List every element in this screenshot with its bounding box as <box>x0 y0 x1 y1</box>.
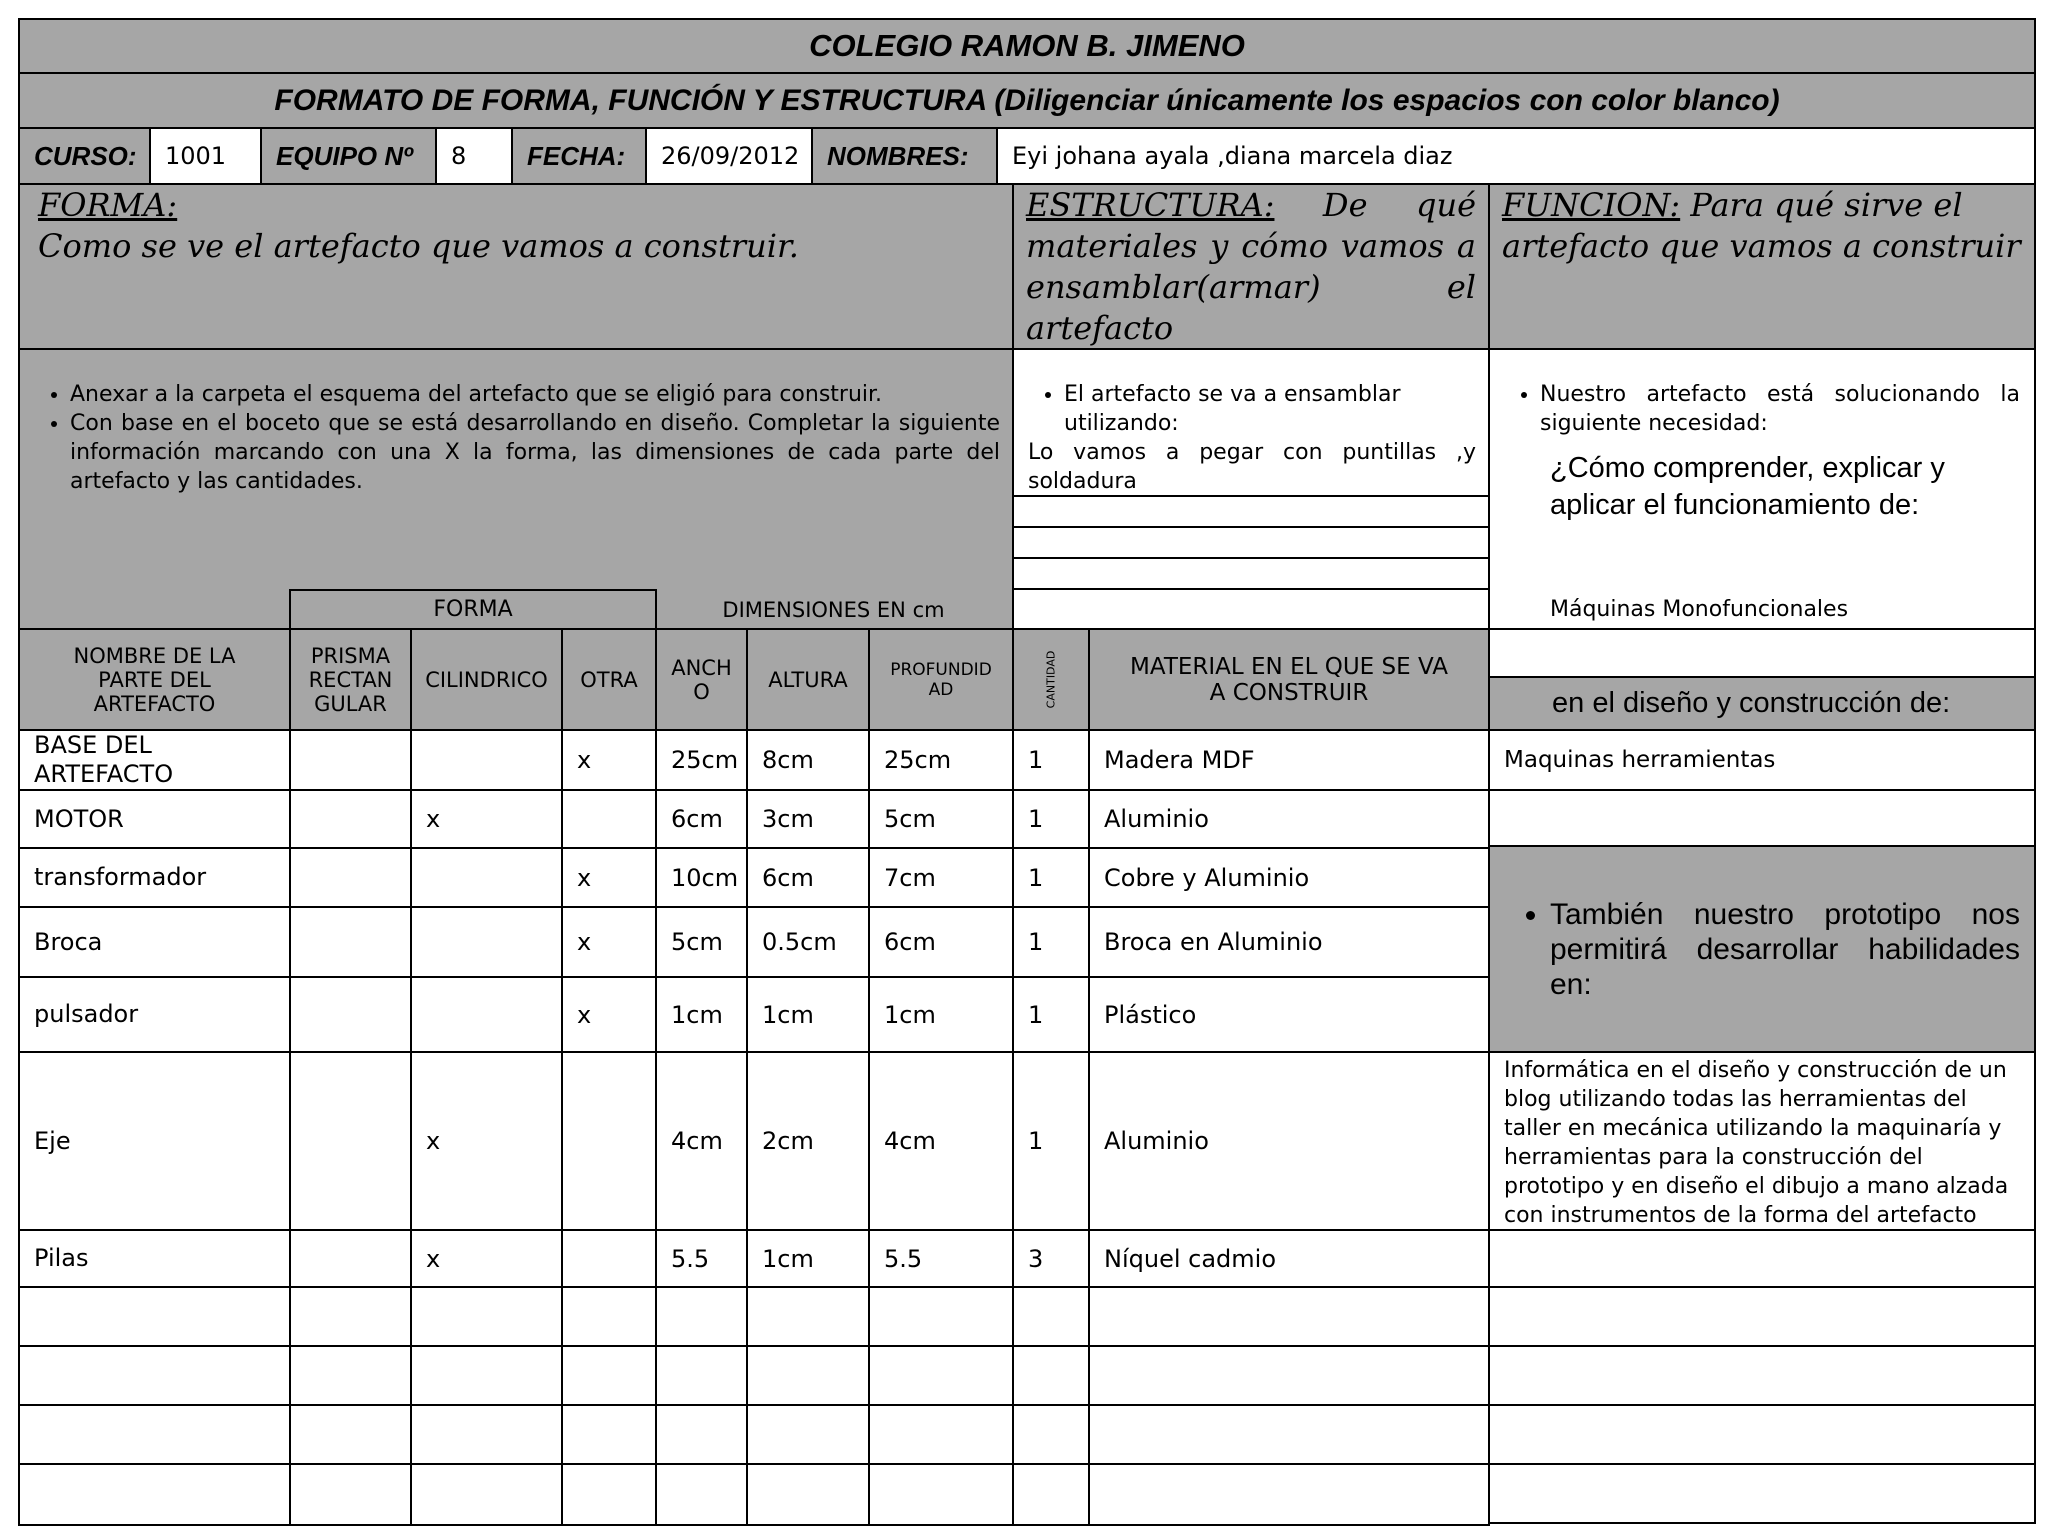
cell-material[interactable]: Cobre y Aluminio <box>1088 847 1490 908</box>
cell-material[interactable]: Níquel cadmio <box>1088 1229 1490 1288</box>
funcion-answer-box[interactable] <box>1488 348 2036 630</box>
cell-cantidad[interactable]: 1 <box>1012 906 1090 978</box>
equipo-field[interactable]: 8 <box>435 127 513 185</box>
funcion-answer-2[interactable]: Maquinas herramientas <box>1488 729 2036 791</box>
cell-material[interactable]: Broca en Aluminio <box>1088 906 1490 978</box>
cell-ancho[interactable]: 6cm <box>655 789 748 849</box>
cell-ancho[interactable]: 25cm <box>655 729 748 791</box>
estructura-line-2[interactable] <box>1012 526 1490 559</box>
cell-nombre[interactable]: Broca <box>18 906 291 978</box>
cell-nombre[interactable]: BASE DEL ARTEFACTO <box>18 729 291 791</box>
equipo-label: EQUIPO Nº <box>260 127 437 185</box>
funcion-blank-line[interactable] <box>1488 628 2036 678</box>
cell-prisma[interactable] <box>289 789 412 849</box>
forma-header <box>18 183 1014 350</box>
cell-nombre[interactable]: Eje <box>18 1051 291 1231</box>
cell-altura[interactable]: 8cm <box>746 729 870 791</box>
cell-altura[interactable]: 1cm <box>746 1229 870 1288</box>
estructura-answer: Lo vamos a pegar con puntillas ,y soldadura <box>1028 440 1476 494</box>
cell-material[interactable]: Aluminio <box>1088 789 1490 849</box>
cell-otra[interactable] <box>561 1345 657 1406</box>
nombres-field[interactable]: Eyi johana ayala ,diana marcela diaz <box>996 127 2036 185</box>
cell-material[interactable]: Plástico <box>1088 976 1490 1053</box>
col-header-altura: ALTURA <box>746 628 870 731</box>
cell-cantidad[interactable]: 1 <box>1012 789 1090 849</box>
cell-profundidad[interactable]: 4cm <box>868 1051 1014 1231</box>
cell-cilindrico[interactable] <box>410 906 563 978</box>
funcion-bullet: • Nuestro artefacto está solucionando la siguiente necesidad: <box>1540 380 2020 438</box>
cell-prisma[interactable] <box>289 1229 412 1288</box>
cell-otra[interactable] <box>561 1051 657 1231</box>
cell-cantidad[interactable]: 1 <box>1012 1051 1090 1231</box>
cell-cantidad[interactable]: 1 <box>1012 729 1090 791</box>
cell-cilindrico[interactable] <box>410 1286 563 1347</box>
cell-prisma[interactable] <box>289 1286 412 1347</box>
cell-altura[interactable] <box>746 1463 870 1526</box>
cell-profundidad[interactable]: 1cm <box>868 976 1014 1053</box>
cell-cantidad[interactable] <box>1012 1463 1090 1526</box>
cell-cantidad[interactable] <box>1012 1286 1090 1347</box>
estructura-header <box>1012 183 1490 350</box>
estructura-line-4[interactable] <box>1012 588 1490 630</box>
col-header-profundidad: PROFUNDID AD <box>868 628 1014 731</box>
funcion-bullet-3: • También nuestro prototipo nos permitirá desarrollar habilidades en: <box>1550 897 2020 1002</box>
nombres-label: NOMBRES: <box>811 127 998 185</box>
cell-cilindrico[interactable]: x <box>410 1229 563 1288</box>
funcion-heading: FUNCION: <box>1502 186 1681 224</box>
cell-ancho[interactable] <box>655 1404 748 1465</box>
cell-prisma[interactable] <box>289 847 412 908</box>
cell-nombre[interactable] <box>18 1404 291 1465</box>
cell-prisma[interactable] <box>289 1051 412 1231</box>
cell-nombre[interactable] <box>18 1286 291 1347</box>
cell-ancho[interactable]: 1cm <box>655 976 748 1053</box>
cell-cilindrico[interactable] <box>410 1345 563 1406</box>
cell-profundidad[interactable]: 5cm <box>868 789 1014 849</box>
cell-otra[interactable] <box>561 1463 657 1526</box>
cell-nombre[interactable] <box>18 1463 291 1526</box>
cell-ancho[interactable]: 5cm <box>655 906 748 978</box>
col-header-otra: OTRA <box>561 628 657 731</box>
cell-cilindrico[interactable]: x <box>410 1051 563 1231</box>
cell-cantidad[interactable]: 1 <box>1012 976 1090 1053</box>
cell-otra[interactable]: x <box>561 729 657 791</box>
cell-cantidad[interactable] <box>1012 1345 1090 1406</box>
col-header-nombre: NOMBRE DE LA PARTE DEL ARTEFACTO <box>18 628 291 731</box>
cell-cilindrico[interactable] <box>410 729 563 791</box>
cell-prisma[interactable] <box>289 1345 412 1406</box>
funcion-prompt-2: en el diseño y construcción de: <box>1488 676 2036 731</box>
cell-nombre[interactable]: pulsador <box>18 976 291 1053</box>
cell-otra[interactable] <box>561 1404 657 1465</box>
funcion-blank-4[interactable] <box>1488 1286 2036 1347</box>
cell-altura[interactable]: 2cm <box>746 1051 870 1231</box>
cell-profundidad[interactable] <box>868 1404 1014 1465</box>
cell-material[interactable] <box>1088 1404 1490 1465</box>
estructura-description: De qué materiales y cómo vamos a ensamblar(armar) el artefacto <box>1026 186 1476 347</box>
funcion-blank-3[interactable] <box>1488 1229 2036 1288</box>
school-title: COLEGIO RAMON B. JIMENO <box>18 18 2036 74</box>
col-header-cantidad <box>1012 628 1090 731</box>
cell-nombre[interactable]: MOTOR <box>18 789 291 849</box>
estructura-answer-box[interactable] <box>1012 348 1490 497</box>
forma-bullet-2: • Con base en el boceto que se está desarrollando en diseño. Completar la siguiente información marcando con una X la forma, las dimensiones de cada parte del artefacto y las cantidades. <box>70 409 1000 496</box>
cell-material[interactable]: Aluminio <box>1088 1051 1490 1231</box>
forma-group-header: FORMA <box>289 589 657 630</box>
cell-nombre[interactable] <box>18 1345 291 1406</box>
cell-ancho[interactable] <box>655 1286 748 1347</box>
cell-otra[interactable] <box>561 1229 657 1288</box>
cell-otra[interactable] <box>561 1286 657 1347</box>
cell-profundidad[interactable]: 25cm <box>868 729 1014 791</box>
funcion-answer-3[interactable]: Informática en el diseño y construcción de un blog utilizando todas las herramientas del taller en mecánica utilizando la maquinaría y herramientas para la construcción del prototipo y en diseño el dibujo a mano alzada con instrumentos de la forma del artefacto <box>1488 1051 2036 1231</box>
funcion-blank-6[interactable] <box>1488 1404 2036 1465</box>
estructura-line-3[interactable] <box>1012 557 1490 590</box>
cell-otra[interactable]: x <box>561 906 657 978</box>
cell-altura[interactable]: 1cm <box>746 976 870 1053</box>
cell-altura[interactable]: 3cm <box>746 789 870 849</box>
cell-profundidad[interactable]: 5.5 <box>868 1229 1014 1288</box>
col-header-ancho: ANCH O <box>655 628 748 731</box>
funcion-answer-1: Máquinas Monofuncionales <box>1550 597 1849 622</box>
funcion-header <box>1488 183 2036 350</box>
cell-cilindrico[interactable] <box>410 847 563 908</box>
cell-ancho[interactable]: 10cm <box>655 847 748 908</box>
cell-cilindrico[interactable]: x <box>410 789 563 849</box>
cell-otra[interactable] <box>561 789 657 849</box>
cell-profundidad[interactable] <box>868 1463 1014 1526</box>
cell-ancho[interactable]: 4cm <box>655 1051 748 1231</box>
funcion-blank-7[interactable] <box>1488 1463 2036 1524</box>
cell-prisma[interactable] <box>289 1463 412 1526</box>
cell-altura[interactable]: 0.5cm <box>746 906 870 978</box>
curso-field[interactable]: 1001 <box>149 127 262 185</box>
cell-ancho[interactable] <box>655 1345 748 1406</box>
cell-altura[interactable] <box>746 1286 870 1347</box>
cell-nombre[interactable]: Pilas <box>18 1229 291 1288</box>
cell-otra[interactable]: x <box>561 976 657 1053</box>
funcion-description: Para qué sirve el artefacto que vamos a construir <box>1502 186 2021 265</box>
dimensiones-group-header: DIMENSIONES EN cm <box>722 597 945 622</box>
cell-profundidad[interactable] <box>868 1286 1014 1347</box>
cell-altura[interactable] <box>746 1345 870 1406</box>
form-subtitle: FORMATO DE FORMA, FUNCIÓN Y ESTRUCTURA (Diligenciar únicamente los espacios con color blanco) <box>18 72 2036 129</box>
cell-cantidad[interactable]: 1 <box>1012 847 1090 908</box>
col-header-cantidad-text: CANTIDAD <box>1044 650 1058 709</box>
forma-instructions <box>18 348 1014 630</box>
curso-label: CURSO: <box>18 127 151 185</box>
funcion-skills-prompt <box>1488 845 2036 1053</box>
cell-material[interactable] <box>1088 1463 1490 1526</box>
col-header-cilindrico: CILINDRICO <box>410 628 563 731</box>
cell-profundidad[interactable]: 7cm <box>868 847 1014 908</box>
fecha-label: FECHA: <box>511 127 647 185</box>
cell-prisma[interactable] <box>289 976 412 1053</box>
cell-nombre[interactable]: transformador <box>18 847 291 908</box>
cell-prisma[interactable] <box>289 906 412 978</box>
cell-prisma[interactable] <box>289 729 412 791</box>
cell-ancho[interactable] <box>655 1463 748 1526</box>
cell-altura[interactable]: 6cm <box>746 847 870 908</box>
cell-cilindrico[interactable] <box>410 976 563 1053</box>
estructura-heading: ESTRUCTURA: <box>1026 186 1275 224</box>
estructura-line-1[interactable] <box>1012 495 1490 528</box>
cell-profundidad[interactable]: 6cm <box>868 906 1014 978</box>
cell-material[interactable]: Madera MDF <box>1088 729 1490 791</box>
cell-profundidad[interactable] <box>868 1345 1014 1406</box>
cell-cilindrico[interactable] <box>410 1404 563 1465</box>
cell-cilindrico[interactable] <box>410 1463 563 1526</box>
fecha-field[interactable]: 26/09/2012 <box>645 127 813 185</box>
cell-prisma[interactable] <box>289 1404 412 1465</box>
cell-cantidad[interactable] <box>1012 1404 1090 1465</box>
forma-description: Como se ve el artefacto que vamos a construir. <box>38 227 799 265</box>
forma-heading: FORMA: <box>38 186 178 224</box>
cell-cantidad[interactable]: 3 <box>1012 1229 1090 1288</box>
funcion-question: ¿Cómo comprender, explicar y aplicar el funcionamiento de: <box>1550 452 1945 521</box>
estructura-bullet: • El artefacto se va a ensamblar utilizando: <box>1064 380 1476 438</box>
cell-ancho[interactable]: 5.5 <box>655 1229 748 1288</box>
cell-otra[interactable]: x <box>561 847 657 908</box>
col-header-prisma: PRISMA RECTAN GULAR <box>289 628 412 731</box>
col-header-material: MATERIAL EN EL QUE SE VA A CONSTRUIR <box>1088 628 1490 731</box>
funcion-blank-5[interactable] <box>1488 1345 2036 1406</box>
forma-bullet-1: • Anexar a la carpeta el esquema del artefacto que se eligió para construir. <box>70 380 1000 409</box>
funcion-blank-2[interactable] <box>1488 789 2036 847</box>
cell-material[interactable] <box>1088 1286 1490 1347</box>
cell-material[interactable] <box>1088 1345 1490 1406</box>
cell-altura[interactable] <box>746 1404 870 1465</box>
